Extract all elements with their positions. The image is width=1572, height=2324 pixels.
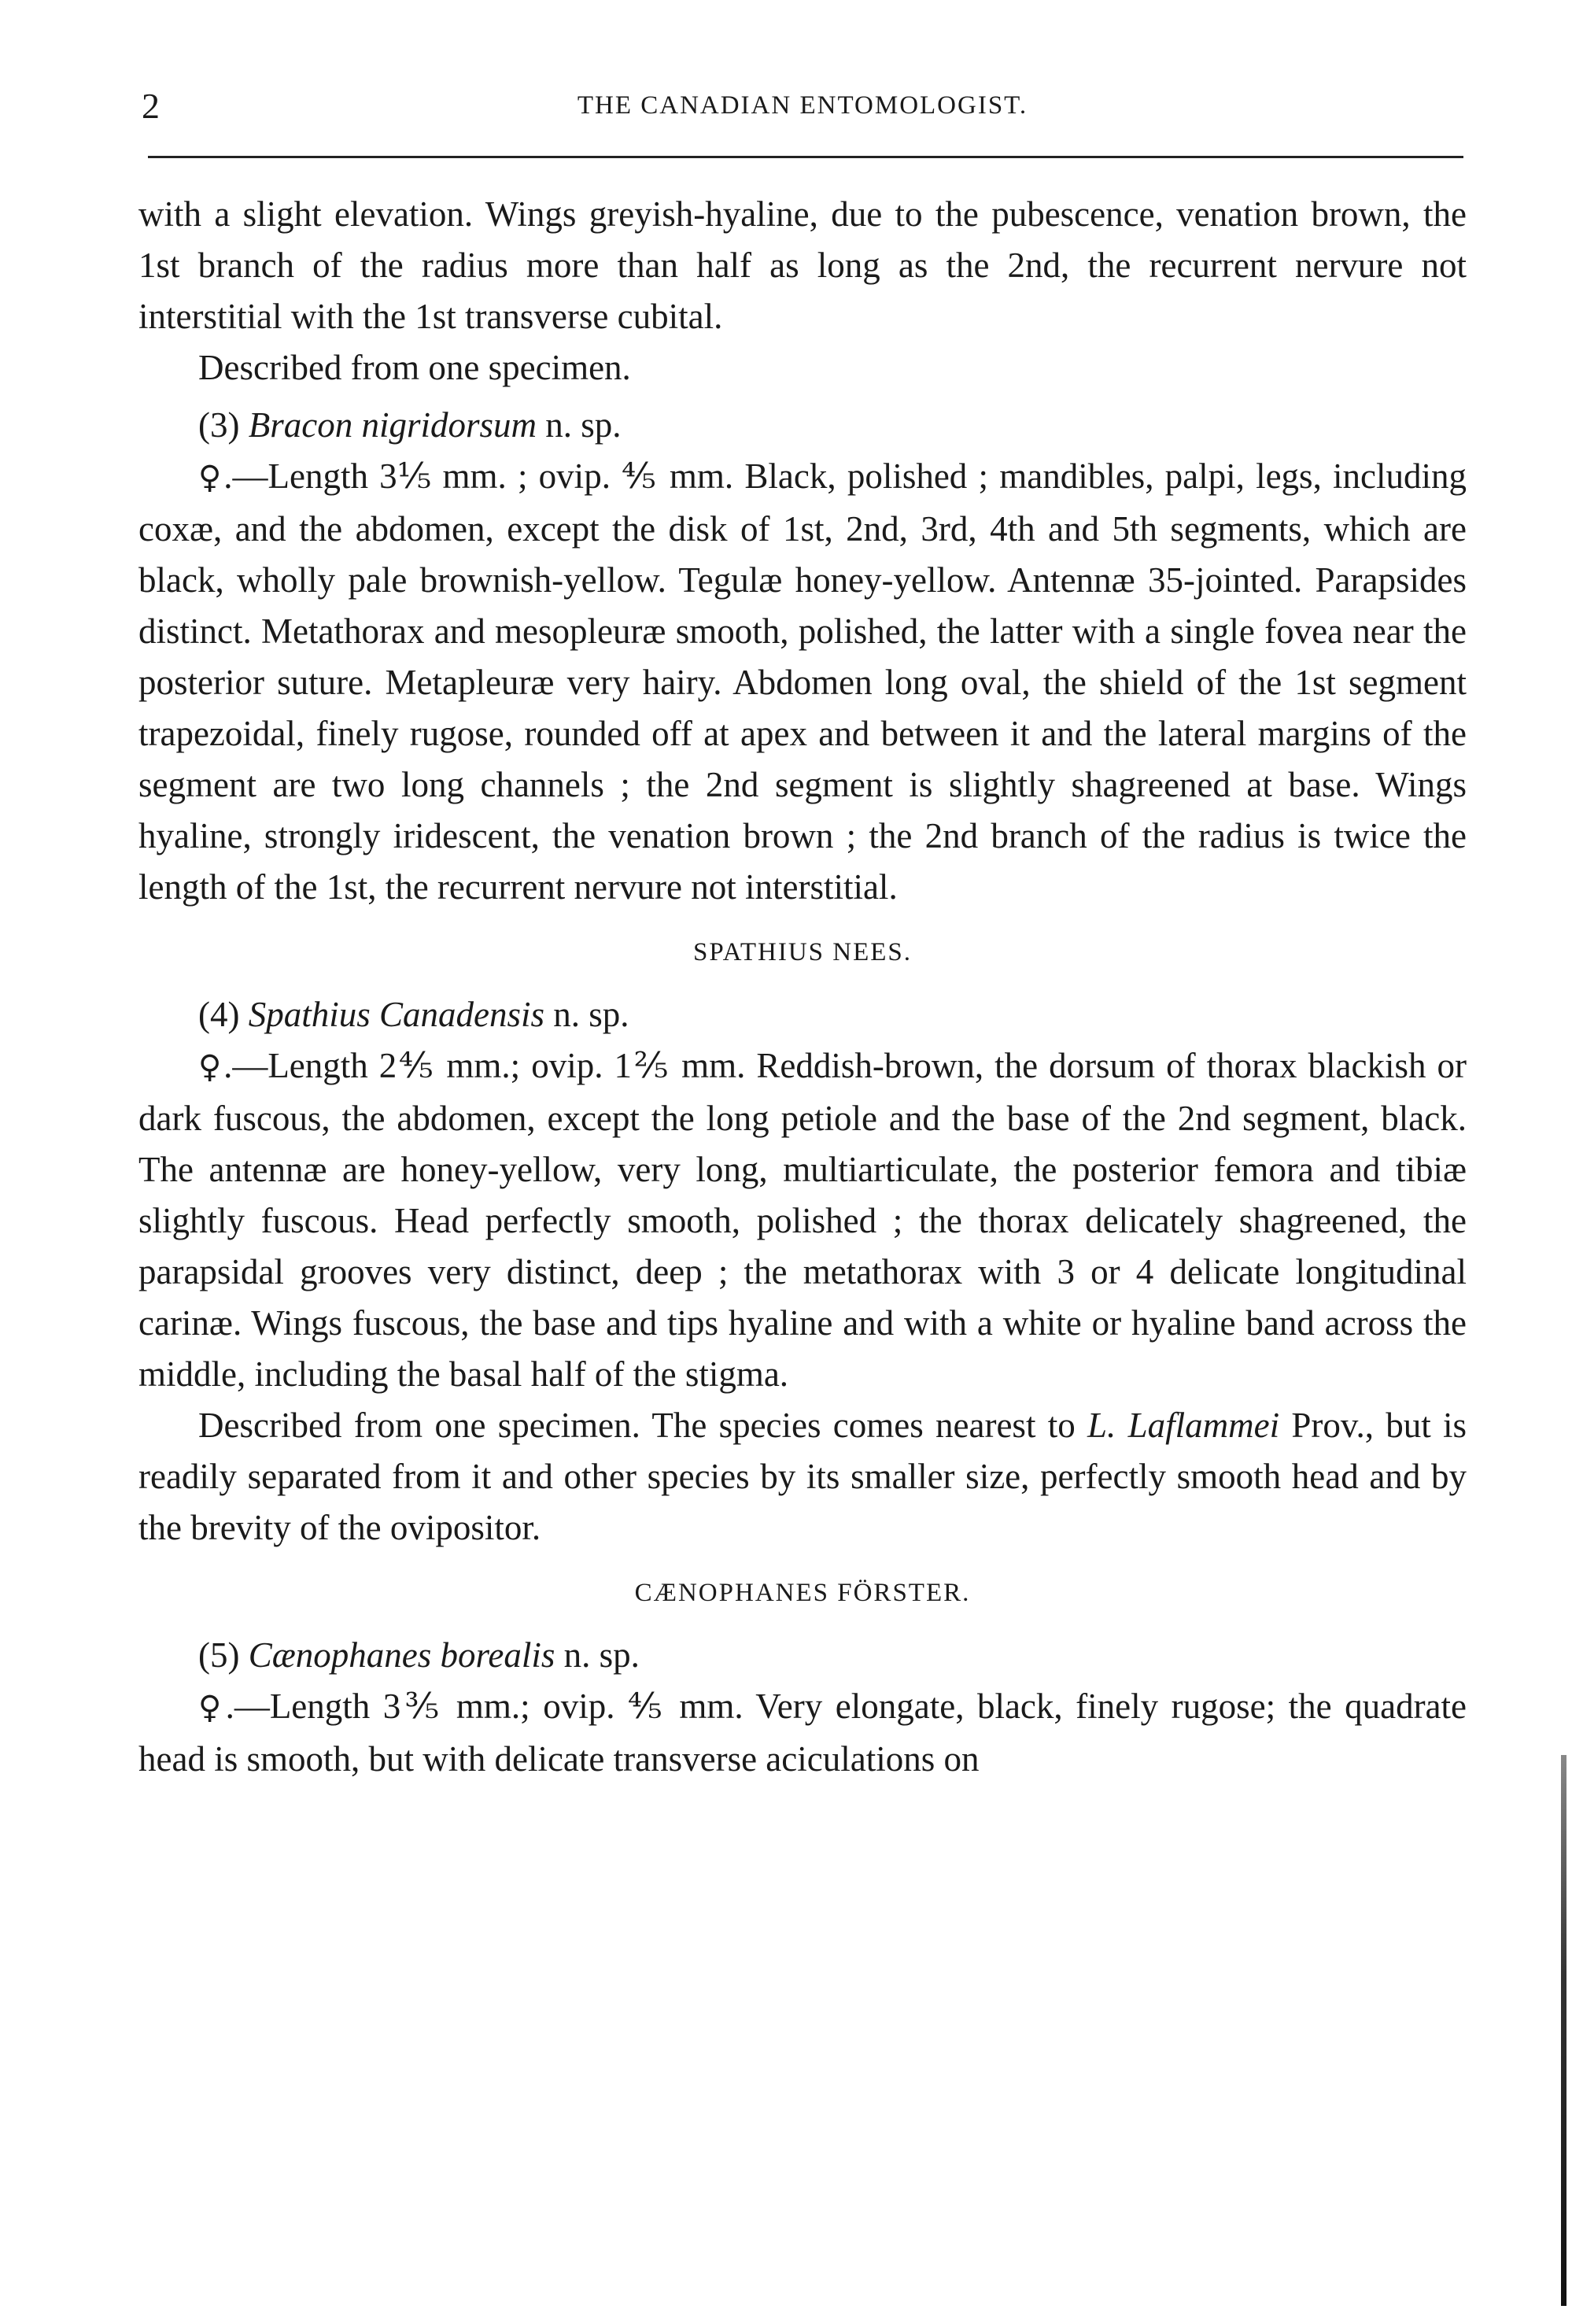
description-text: .—Length 2⅘ mm.; ovip. 1⅖ mm. Reddish-brown, the dorsum of thorax blackish or dark fuscous, the abdomen, except the long petiole and the base of the 2nd segment, black. The antennæ are honey-yellow, very long, multiarticulate, the posterior femora and tibiæ slightly fuscous. Head perfectly smooth, polished ; the thorax delicately shagreened, the parapsidal grooves very distinct, deep ; the metathorax with 3 or 4 delicate longitudinal carinæ. Wings fuscous, the base and tips hyaline and with a white or hyaline band across the middle, including the basal half of the stigma.	[138, 1046, 1467, 1394]
species-heading-spathius	[138, 989, 1467, 1040]
header-rule	[148, 156, 1463, 158]
paragraph-bracon-description	[138, 451, 1467, 913]
species-heading-bracon	[138, 400, 1467, 451]
page-number: 2	[142, 86, 160, 126]
female-symbol-icon: ♀	[198, 1049, 224, 1085]
running-head: THE CANADIAN ENTOMOLOGIST.	[577, 91, 1028, 120]
species-suffix: n. sp.	[563, 1635, 640, 1675]
genus-heading-caenophanes: CÆNOPHANES FÖRSTER.	[634, 1579, 971, 1607]
body-text	[138, 189, 1467, 1785]
species-reference: L. Laflammei	[1087, 1406, 1280, 1445]
species-name: Cænophanes borealis	[248, 1635, 555, 1675]
species-number: (4)	[198, 995, 240, 1034]
remarks-text: Prov., but is readily separated from it and other species by its smaller size, perfectly smooth head and by the brevity of the ovipositor.	[138, 1406, 1467, 1547]
paragraph-caenophanes-description	[138, 1681, 1467, 1785]
female-symbol-icon: ♀	[198, 460, 224, 496]
page-header	[142, 85, 1463, 132]
species-suffix: n. sp.	[553, 995, 629, 1034]
paragraph-spathius-remarks	[138, 1400, 1467, 1554]
species-suffix: n. sp.	[545, 405, 622, 445]
species-name: Bracon nigridorsum	[248, 405, 537, 445]
genus-heading-spathius: SPATHIUS NEES.	[692, 938, 912, 966]
remarks-text: Described from one specimen. The species comes nearest to	[198, 1406, 1076, 1445]
scan-edge-mark	[1561, 1755, 1566, 2306]
paragraph-continuation: with a slight elevation. Wings greyish-hyaline, due to the pubescence, venation brown, the 1st branch of the radius more than half as long as the 2nd, the recurrent nervure not interstitial with the 1st transverse cubital.	[138, 194, 1467, 336]
description-text: .—Length 3⅕ mm. ; ovip. ⅘ mm. Black, polished ; mandibles, palpi, legs, including coxæ, and the abdomen, except the disk of 1st, 2nd, 3rd, 4th and 5th segments, which are black, wholly pale brownish-yellow. Tegulæ honey-yellow. Antennæ 35-jointed. Parapsides distinct. Metathorax and mesopleuræ smooth, polished, the latter with a single fovea near the posterior suture. Metapleuræ very hairy. Abdomen long oval, the shield of the 1st segment trapezoidal, finely rugose, rounded off at apex and between it and the lateral margins of the segment are two long channels ; the 2nd segment is slightly shagreened at base. Wings hyaline, strongly iridescent, the venation brown ; the 2nd branch of the radius is twice the length of the 1st, the recurrent nervure not interstitial.	[138, 456, 1467, 907]
species-name: Spathius Canadensis	[248, 995, 545, 1034]
female-symbol-icon: ♀	[198, 1690, 226, 1726]
species-number: (3)	[198, 405, 240, 445]
paragraph-described: Described from one specimen.	[198, 348, 631, 387]
description-text: .—Length 3⅗ mm.; ovip. ⅘ mm. Very elongate, black, finely rugose; the quadrate head is smooth, but with delicate transverse aciculations on	[138, 1687, 1467, 1779]
species-heading-caenophanes	[138, 1630, 1467, 1681]
species-number: (5)	[198, 1635, 240, 1675]
paragraph-spathius-description	[138, 1040, 1467, 1400]
